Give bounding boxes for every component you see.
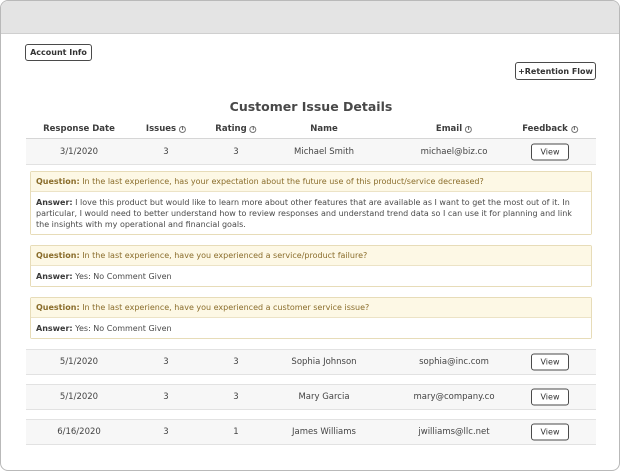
col-issues: Issues i xyxy=(146,124,186,134)
col-response-date: Response Date xyxy=(43,124,115,134)
col-email: Email i xyxy=(436,124,472,134)
email-cell: mary@company.co xyxy=(413,392,495,402)
table-row[interactable] xyxy=(26,139,596,165)
table-row[interactable] xyxy=(26,384,596,410)
question-text: Question: In the last experience, have you experienced a service/product failure? xyxy=(31,246,591,266)
info-icon[interactable]: i xyxy=(250,126,257,133)
question-answer-block xyxy=(30,297,592,339)
question-text: Question: In the last experience, has your expectation about the future use of this product/service decreased? xyxy=(31,172,591,192)
name-cell: Michael Smith xyxy=(293,146,355,157)
answer-text: Answer: Yes: No Comment Given xyxy=(31,318,591,338)
name-cell: James Williams xyxy=(292,427,356,437)
col-feedback: Feedback i xyxy=(522,124,578,134)
issue-details-panel xyxy=(26,165,596,339)
name-cell: Sophia Johnson xyxy=(291,357,357,367)
view-button[interactable]: View xyxy=(531,143,569,160)
rating-cell: 1 xyxy=(233,427,239,437)
issues-cell: 3 xyxy=(163,392,169,402)
email-cell: michael@biz.co xyxy=(420,146,488,157)
response-date-cell: 6/16/2020 xyxy=(57,427,101,437)
table-row[interactable] xyxy=(26,349,596,375)
name-cell: Mary Garcia xyxy=(298,392,350,402)
view-button[interactable]: View xyxy=(531,424,569,441)
col-name: Name xyxy=(310,124,338,134)
issues-table xyxy=(26,120,596,445)
response-date-cell: 5/1/2020 xyxy=(59,357,99,367)
answer-text: Answer: Yes: No Comment Given xyxy=(31,266,591,286)
info-icon[interactable]: i xyxy=(465,126,472,133)
rating-cell: 3 xyxy=(233,392,239,402)
table-header xyxy=(26,120,596,139)
email-cell: sophia@inc.com xyxy=(419,357,489,367)
question-answer-block xyxy=(30,245,592,287)
question-text: Question: In the last experience, have you experienced a customer service issue? xyxy=(31,298,591,318)
view-button[interactable]: View xyxy=(531,354,569,371)
page-title: Customer Issue Details xyxy=(229,99,393,114)
issues-cell: 3 xyxy=(163,427,169,437)
col-rating: Rating i xyxy=(215,124,256,134)
retention-flow-button[interactable]: +Retention Flow xyxy=(515,62,596,80)
info-icon[interactable]: i xyxy=(179,126,186,133)
issues-cell: 3 xyxy=(163,357,169,367)
issues-cell: 3 xyxy=(163,146,169,157)
view-button[interactable]: View xyxy=(531,389,569,406)
rating-cell: 3 xyxy=(233,146,239,157)
response-date-cell: 3/1/2020 xyxy=(59,146,99,157)
question-answer-block xyxy=(30,171,592,235)
table-row[interactable] xyxy=(26,419,596,445)
rating-cell: 3 xyxy=(233,357,239,367)
account-info-button[interactable]: Account Info xyxy=(25,44,92,61)
info-icon[interactable]: i xyxy=(571,126,578,133)
window-titlebar xyxy=(1,1,619,34)
response-date-cell: 5/1/2020 xyxy=(59,392,99,402)
email-cell: jwilliams@llc.net xyxy=(418,427,490,437)
answer-text: Answer: I love this product but would like to learn more about other features that are available as I want to get the most out of it. In particular, I would need to better understand how to review responses and understand trend data so I can use it for planning and link the insights with my operational and financial goals. xyxy=(31,192,591,234)
